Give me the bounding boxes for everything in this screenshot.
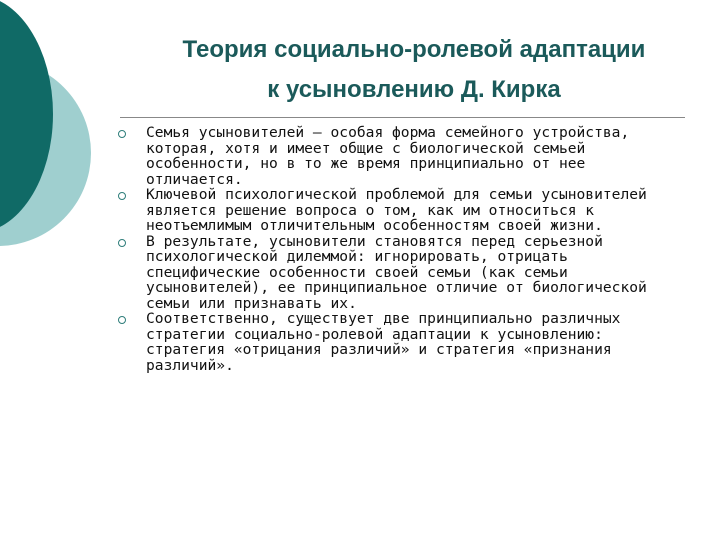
hollow-circle-bullet-icon xyxy=(118,130,126,138)
bullet-list xyxy=(118,125,690,373)
slide-title-line-1: Теория социально-ролевой адаптации xyxy=(182,36,646,63)
hollow-circle-bullet-icon xyxy=(118,239,126,247)
bullet-text: Ключевой психологической проблемой для семьи усыновителей является решение вопроса о том, как им относиться к неотъемлимым отличительным особенностям своей жизни. xyxy=(146,186,647,234)
bullet-text: В результате, усыновители становятся перед серьезной психологической дилеммой: игнорировать, отрицать специфические особенности своей семьи (как семьи усыновителей), ее принципиальное отличие от биологической семьи или признавать их. xyxy=(146,232,647,312)
title-divider xyxy=(120,117,685,118)
hollow-circle-bullet-icon xyxy=(118,316,126,324)
bullet-text: Соответственно, существует две принципиально различных стратегии социально-ролевой адаптации к усыновлению: стратегия «отрицания различий» и стратегия «признания различий». xyxy=(146,310,621,374)
slide-title xyxy=(108,30,720,110)
bullet-text: Семья усыновителей – особая форма семейного устройства, которая, хотя и имеет общие с биологической семьей особенности, но в то же время принципиально от нее отличается. xyxy=(146,124,630,188)
bullet-item xyxy=(118,311,690,373)
slide-title-line-2: к усыновлению Д. Кирка xyxy=(267,76,561,103)
bullet-item xyxy=(118,234,690,312)
bullet-item xyxy=(118,125,690,187)
bullet-item xyxy=(118,187,690,234)
hollow-circle-bullet-icon xyxy=(118,192,126,200)
